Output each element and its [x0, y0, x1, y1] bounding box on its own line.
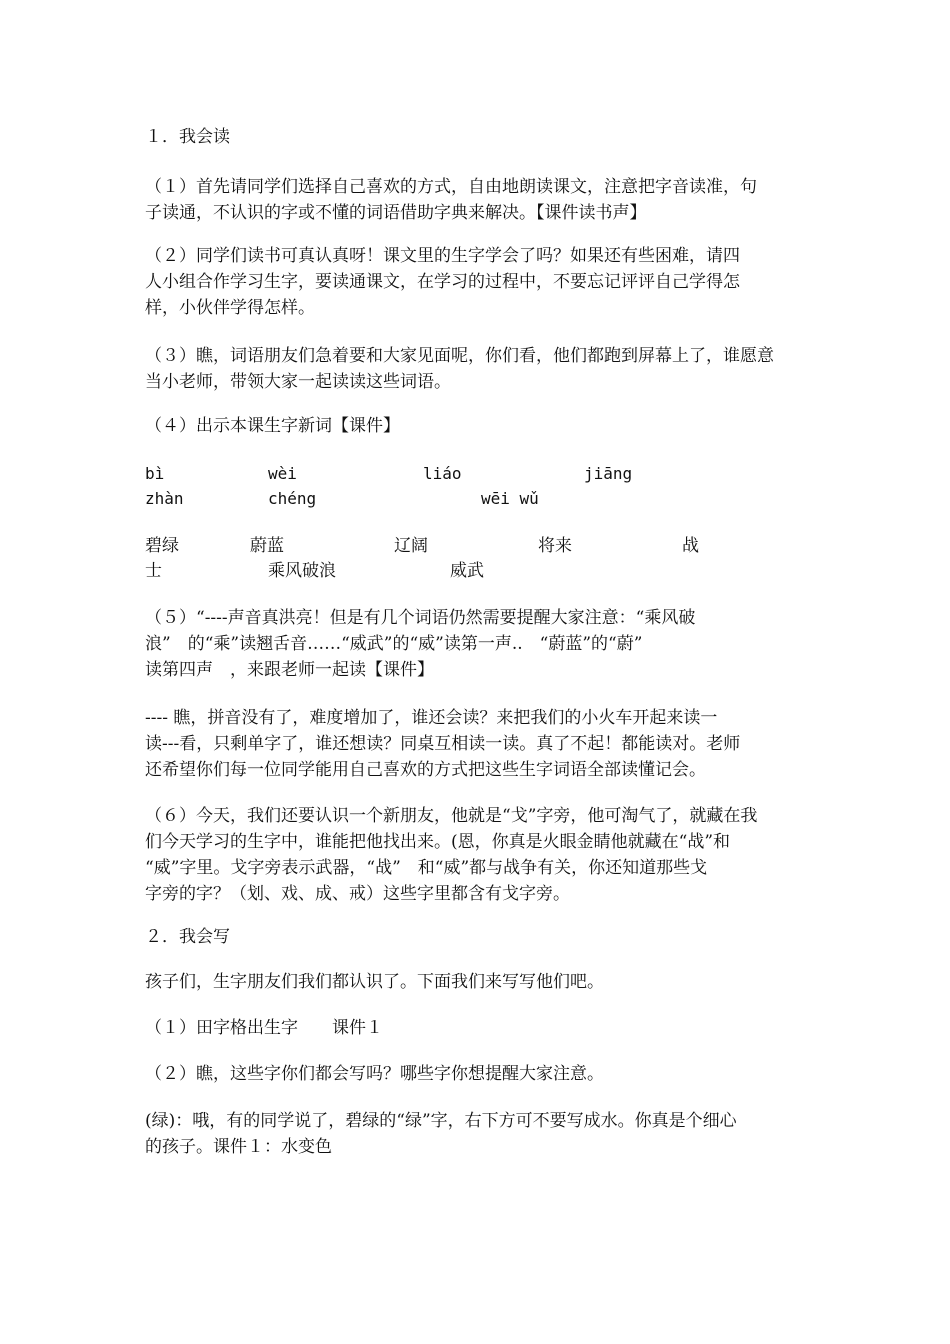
pinyin-jiang: jiāng [584, 464, 633, 483]
word-jianglai: 将来 [538, 536, 572, 556]
word-shi: 士 [145, 561, 162, 581]
section2-intro: 孩子们，生字朋友们我们都认识了。下面我们来写写他们吧。 [145, 972, 604, 992]
pinyin-weiwu: wēi wǔ [481, 489, 539, 508]
paragraph-3-line-2: 当小老师，带领大家一起读读这些词语。 [145, 372, 451, 392]
paragraph-6-line-1: （６）今天，我们还要认识一个新朋友，他就是“戈”字旁，他可淘气了，就藏在我 [145, 806, 758, 826]
paragraph-5-line-1: （５）“----声音真洪亮！但是有几个词语仍然需要提醒大家注意：“乘风破 [145, 608, 696, 628]
paragraph-5-line-3: 读第四声 ，来跟老师一起读【课件】 [145, 660, 434, 680]
paragraph-1-line-2: 子读通，不认识的字或不懂的词语借助字典来解决。【课件读书声】 [145, 203, 647, 223]
paragraph-6-line-3: “威”字里。戈字旁表示武器，“战” 和“威”都与战争有关，你还知道那些戈 [145, 858, 708, 878]
pinyin-liao: liáo [423, 464, 462, 483]
pinyin-bi: bì [145, 464, 165, 483]
word-weiwu: 威武 [450, 561, 484, 581]
section2-paragraph-3-line-2: 的孩子。课件１：水变色 [145, 1137, 332, 1157]
paragraph-2-line-1: （２）同学们读书可真认真呀！课文里的生字学会了吗？如果还有些困难，请四 [145, 246, 740, 266]
paragraph-3-line-1: （３）瞧，词语朋友们急着要和大家见面呢，你们看，他们都跑到屏幕上了，谁愿意 [145, 346, 774, 366]
paragraph-5b-line-1: ---- 瞧，拼音没有了，难度增加了，谁还会读？来把我们的小火车开起来读一 [145, 708, 718, 728]
pinyin-wei: wèi [268, 464, 297, 483]
section2-paragraph-1: （１）田字格出生字 课件１ [145, 1018, 383, 1038]
paragraph-4: （４）出示本课生字新词【课件】 [145, 416, 400, 436]
paragraph-1-line-1: （１）首先请同学们选择自己喜欢的方式，自由地朗读课文，注意把字音读准，句 [145, 177, 757, 197]
paragraph-5-line-2: 浪” 的“乘”读翘舌音……“威武”的“威”读第一声.. “蔚蓝”的“蔚” [145, 634, 643, 654]
word-bilv: 碧绿 [145, 536, 179, 556]
pinyin-cheng: chéng [268, 489, 317, 508]
paragraph-5b-line-2: 读---看，只剩单字了，谁还想读？同桌互相读一读。真了不起！都能读对。老师 [145, 734, 741, 754]
word-weilan: 蔚蓝 [250, 536, 284, 556]
section2-paragraph-2: （２）瞧，这些字你们都会写吗？哪些字你想提醒大家注意。 [145, 1064, 604, 1084]
word-liaokuo: 辽阔 [394, 536, 428, 556]
paragraph-5b-line-3: 还希望你们每一位同学能用自己喜欢的方式把这些生字词语全部读懂记会。 [145, 760, 706, 780]
section2-heading: ２．我会写 [145, 927, 230, 947]
pinyin-zhan: zhàn [145, 489, 184, 508]
paragraph-6-line-4: 字旁的字？（划、戏、成、戒）这些字里都含有戈字旁。 [145, 884, 570, 904]
section2-paragraph-3-line-1: (绿)：哦，有的同学说了，碧绿的“绿”字，右下方可不要写成水。你真是个细心 [145, 1111, 737, 1131]
paragraph-2-line-2: 人小组合作学习生字，要读通课文，在学习的过程中，不要忘记评评自己学得怎 [145, 272, 740, 292]
paragraph-6-line-2: 们今天学习的生字中，谁能把他找出来。(恩，你真是火眼金睛他就藏在“战”和 [145, 832, 731, 852]
word-chengfengpolang: 乘风破浪 [268, 561, 336, 581]
word-zhan: 战 [682, 536, 699, 556]
section1-heading: １．我会读 [145, 127, 230, 147]
paragraph-2-line-3: 样，小伙伴学得怎样。 [145, 298, 315, 318]
